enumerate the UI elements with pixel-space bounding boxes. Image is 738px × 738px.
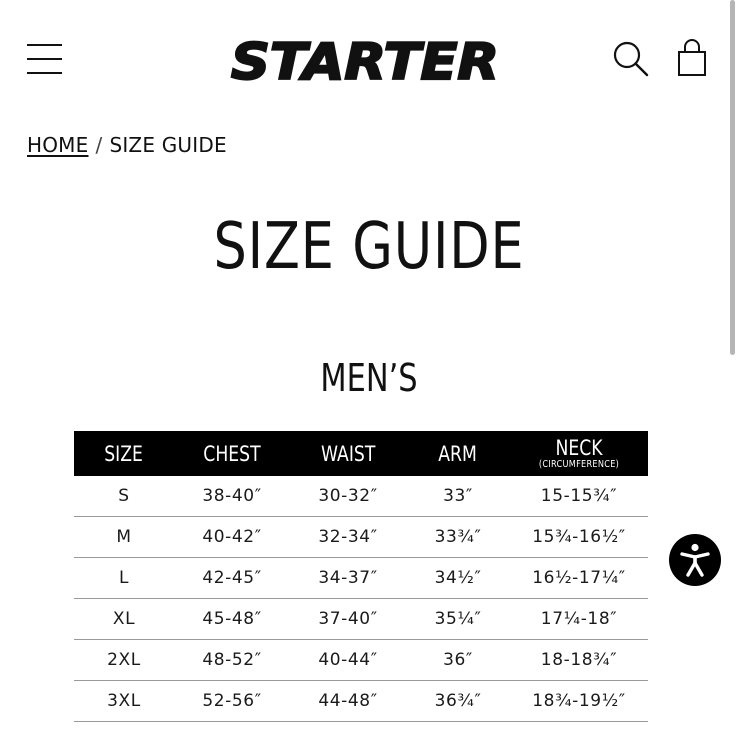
cell-chest: 38-40″ (174, 476, 290, 517)
column-header-neck (510, 431, 648, 476)
cell-waist: 34-37″ (290, 558, 406, 599)
brand-logo[interactable] (228, 28, 502, 90)
cell-neck: 16½-17¼″ (510, 558, 648, 599)
brand-logo-wordmark (228, 28, 502, 90)
cell-neck: 18-18¾″ (510, 640, 648, 681)
cell-waist: 30-32″ (290, 476, 406, 517)
page-title: SIZE GUIDE (213, 210, 525, 284)
cell-chest: 48-52″ (174, 640, 290, 681)
breadcrumb (27, 133, 227, 157)
cell-arm: 34½″ (406, 558, 510, 599)
table-row (74, 599, 648, 640)
cell-chest: 52-56″ (174, 681, 290, 722)
table-header-row (74, 431, 648, 476)
cell-neck: 15¾-16½″ (510, 517, 648, 558)
scrollbar-thumb[interactable] (730, 0, 735, 355)
table-row (74, 517, 648, 558)
cell-neck: 17¼-18″ (510, 599, 648, 640)
table-row (74, 640, 648, 681)
column-header-size: SIZE (74, 431, 174, 476)
cell-arm: 33″ (406, 476, 510, 517)
cell-waist: 37-40″ (290, 599, 406, 640)
cell-neck: 18¾-19½″ (510, 681, 648, 722)
cell-size: S (74, 476, 174, 517)
cell-size: 2XL (74, 640, 174, 681)
breadcrumb-separator: / (95, 133, 103, 157)
search-icon[interactable] (612, 40, 650, 78)
cell-chest: 40-42″ (174, 517, 290, 558)
cell-size: M (74, 517, 174, 558)
accessibility-icon (669, 534, 721, 586)
shopping-bag-icon[interactable] (676, 38, 708, 78)
column-header-waist: WAIST (290, 431, 406, 476)
cell-arm: 35¼″ (406, 599, 510, 640)
section-title: MEN’S (320, 356, 418, 400)
table-row (74, 558, 648, 599)
cell-neck: 15-15¾″ (510, 476, 648, 517)
column-header-arm: ARM (406, 431, 510, 476)
cell-arm: 33¾″ (406, 517, 510, 558)
table-row (74, 681, 648, 722)
cell-arm: 36″ (406, 640, 510, 681)
breadcrumb-home-link[interactable]: HOME (27, 133, 89, 157)
cell-waist: 32-34″ (290, 517, 406, 558)
column-header-neck-label: NECK (555, 436, 603, 460)
cell-arm: 36¾″ (406, 681, 510, 722)
cell-size: L (74, 558, 174, 599)
column-header-chest: CHEST (174, 431, 290, 476)
cell-chest: 42-45″ (174, 558, 290, 599)
breadcrumb-current: SIZE GUIDE (109, 133, 227, 157)
cell-chest: 45-48″ (174, 599, 290, 640)
accessibility-button[interactable] (669, 534, 721, 586)
cell-size: XL (74, 599, 174, 640)
column-header-neck-sublabel: (CIRCUMFERENCE) (538, 459, 620, 470)
brand-logo-text: STARTER (231, 33, 499, 90)
size-table (74, 431, 648, 722)
cell-waist: 44-48″ (290, 681, 406, 722)
cell-waist: 40-44″ (290, 640, 406, 681)
table-row (74, 476, 648, 517)
menu-icon[interactable] (27, 42, 62, 75)
cell-size: 3XL (74, 681, 174, 722)
